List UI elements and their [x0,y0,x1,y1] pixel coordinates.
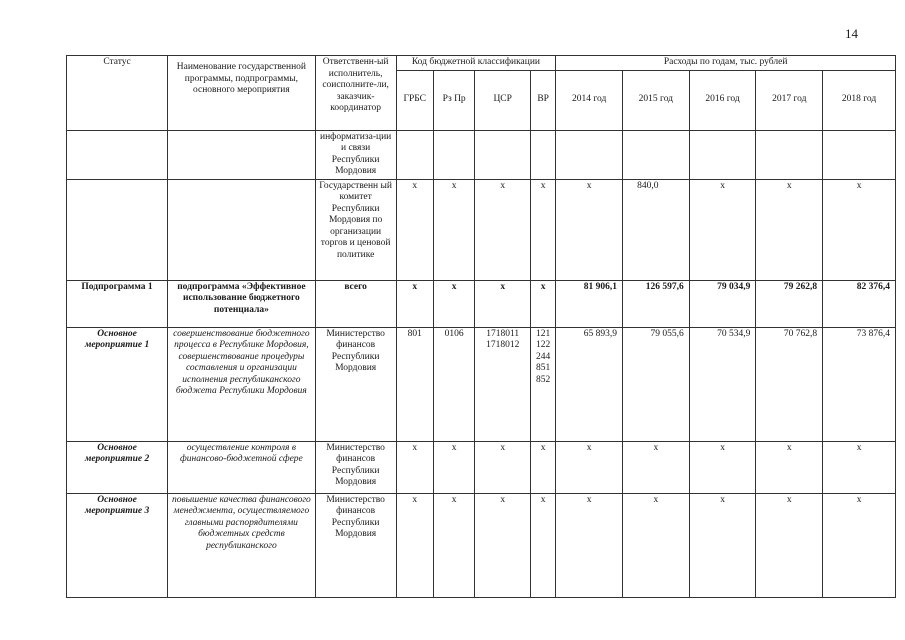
header-vr: ВР [530,70,555,130]
cell-csr: х [475,280,531,327]
cell-2014: 81 906,1 [556,280,623,327]
cell-vr [530,130,555,179]
vr-code: 852 [536,374,551,385]
cell-grbs: х [396,280,433,327]
cell-grbs: х [396,179,433,280]
cell-csr [475,130,531,179]
cell-status [67,179,168,280]
header-responsible: Ответственн-ый исполнитель, соисполните-ли, заказчик-координатор [315,56,396,131]
cell-responsible: Государственн ый комитет Республики Мордовия по организации торгов и ценовой политике [315,179,396,280]
cell-rzpr: 0106 [433,327,474,441]
cell-2014: х [556,441,623,493]
cell-2018: х [823,441,896,493]
cell-2017: х [756,493,823,597]
cell-2014: 65 893,9 [556,327,623,441]
cell-grbs: х [396,441,433,493]
cell-csr: х [475,493,531,597]
cell-csr: х [475,179,531,280]
header-year-2016: 2016 год [689,70,756,130]
cell-vr [530,327,555,441]
cell-2014: х [556,493,623,597]
cell-vr: х [530,493,555,597]
cell-2016: 79 034,9 [689,280,756,327]
cell-2014 [556,130,623,179]
cell-2016: х [689,493,756,597]
cell-2015: 79 055,6 [622,327,689,441]
header-budget-code: Код бюджетной классификации [396,56,556,71]
cell-status: Основное мероприятие 2 [67,441,168,493]
header-status: Статус [67,56,168,131]
cell-2017: 79 262,8 [756,280,823,327]
cell-2018: х [823,179,896,280]
cell-2017: х [756,441,823,493]
cell-rzpr: х [433,493,474,597]
table-row [67,441,896,493]
cell-name: осуществление контроля в финансово-бюджетной сфере [168,441,316,493]
cell-2018 [823,130,896,179]
cell-2015: х [622,441,689,493]
cell-2015: 840,0 [622,179,689,280]
header-year-2014: 2014 год [556,70,623,130]
cell-rzpr: х [433,441,474,493]
cell-2015 [622,130,689,179]
cell-2015: х [622,493,689,597]
vr-code: 244 [536,351,551,362]
header-year-2018: 2018 год [823,70,896,130]
cell-name: повышение качества финансового менеджмента, осуществляемого главными распорядителями бюджетных средств республиканского [168,493,316,597]
cell-name [168,130,316,179]
cell-status: Основное мероприятие 1 [67,327,168,441]
page-number: 14 [845,26,858,41]
header-year-2015: 2015 год [622,70,689,130]
cell-responsible: Министерство финансов Республики Мордовия [315,493,396,597]
cell-status [67,130,168,179]
table-row [67,493,896,597]
cell-rzpr [433,130,474,179]
cell-csr [475,327,531,441]
cell-status: Основное мероприятие 3 [67,493,168,597]
header-name: Наименование государственной программы, подпрограммы, основного мероприятия [168,56,316,131]
cell-grbs: 801 [396,327,433,441]
cell-responsible: информатиза-ции и связи Республики Мордовия [315,130,396,179]
cell-2017 [756,130,823,179]
cell-vr: х [530,441,555,493]
cell-2016: х [689,441,756,493]
table-row [67,327,896,441]
header-rzpr: Рз Пр [433,70,474,130]
cell-2016 [689,130,756,179]
header-expenses: Расходы по годам, тыс. рублей [556,56,896,71]
cell-grbs: х [396,493,433,597]
cell-2016: х [689,179,756,280]
cell-name: совершенствование бюджетного процесса в Республике Мордовия, совершенствование процедуры составления и организации исполнения республиканского бюджета Республики Мордовия [168,327,316,441]
cell-2018: х [823,493,896,597]
cell-rzpr: х [433,179,474,280]
cell-2018: 73 876,4 [823,327,896,441]
cell-name [168,179,316,280]
cell-vr: х [530,280,555,327]
table-row [67,179,896,280]
cell-responsible: всего [315,280,396,327]
header-year-2017: 2017 год [756,70,823,130]
vr-code: 122 [536,340,551,350]
cell-responsible: Министерство финансов Республики Мордовия [315,441,396,493]
header-row-1 [67,56,896,71]
header-csr: ЦСР [475,70,531,130]
table-row [67,130,896,179]
csr-code: 1718012 [486,340,520,350]
vr-code: 851 [536,363,551,373]
cell-csr: х [475,441,531,493]
table-row [67,280,896,327]
cell-2018: 82 376,4 [823,280,896,327]
vr-code: 121 [536,328,551,339]
cell-vr: х [530,179,555,280]
cell-status: Подпрограмма 1 [67,280,168,327]
cell-2016: 70 534,9 [689,327,756,441]
cell-2015: 126 597,6 [622,280,689,327]
cell-2014: х [556,179,623,280]
csr-code: 1718011 [486,328,520,339]
cell-name: подпрограмма «Эффективное использование бюджетного потенциала» [168,280,316,327]
cell-grbs [396,130,433,179]
cell-rzpr: х [433,280,474,327]
header-grbs: ГРБС [396,70,433,130]
cell-2017: 70 762,8 [756,327,823,441]
cell-responsible: Министерство финансов Республики Мордовия [315,327,396,441]
budget-table [66,55,896,598]
cell-2017: х [756,179,823,280]
